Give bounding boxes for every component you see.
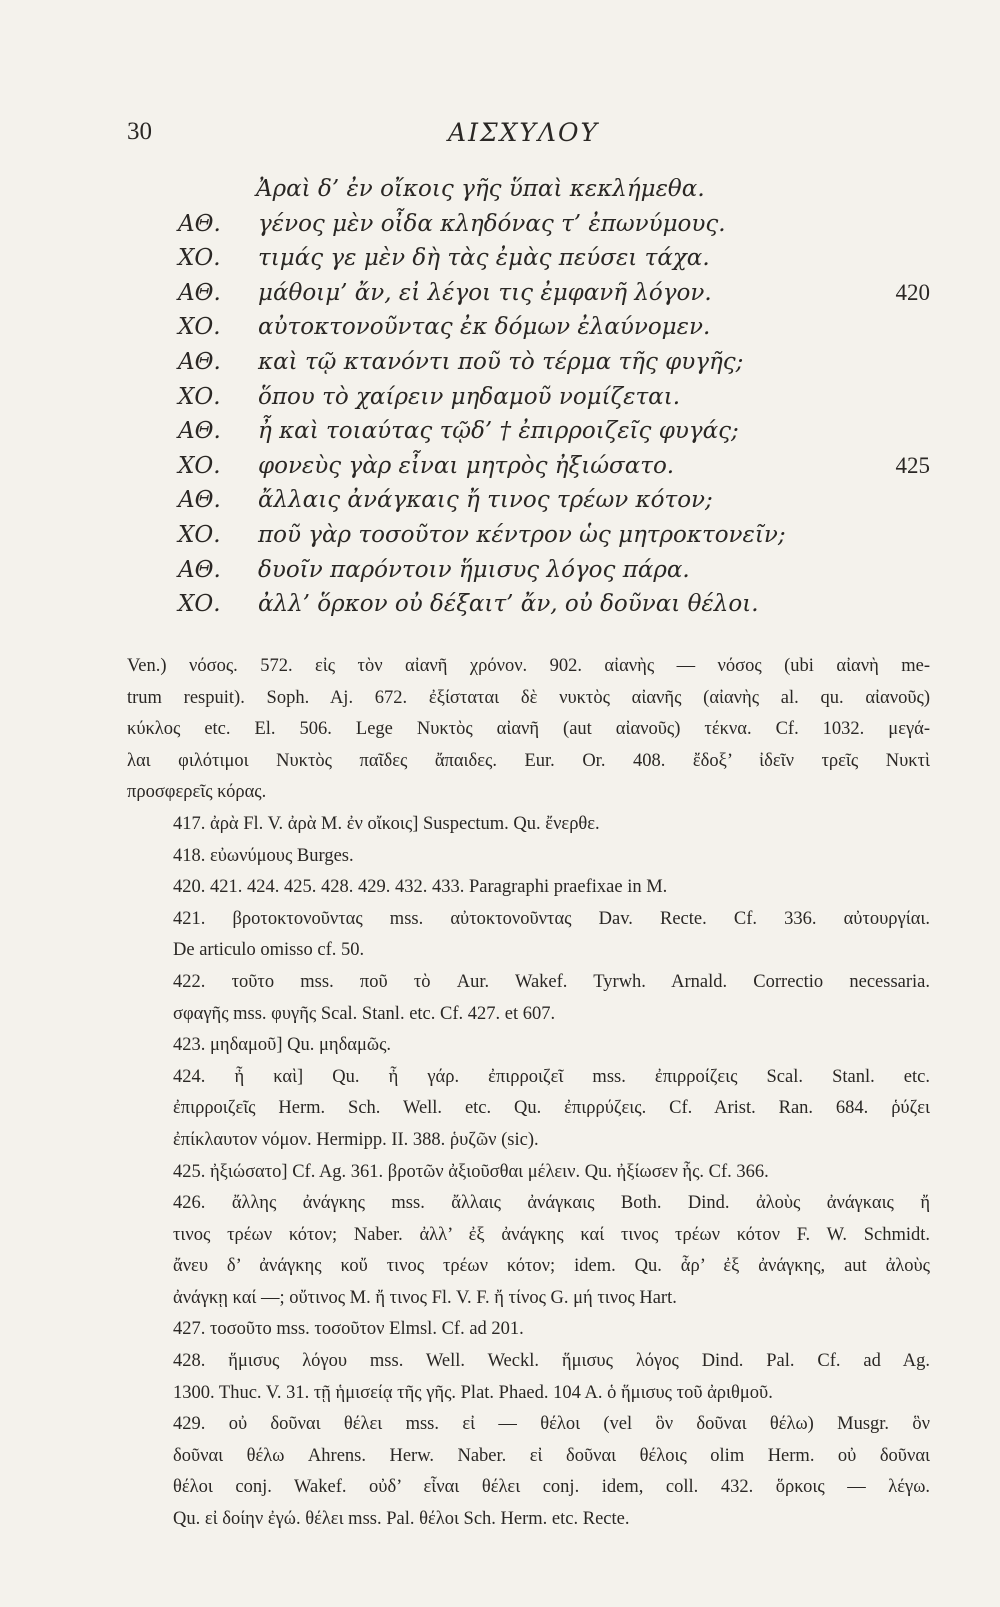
apparatus-note: [127, 1188, 930, 1314]
verse-line: [178, 310, 930, 345]
note-line: ἐπίκλαυτον νόμον. Hermipp. II. 388. ῥυζῶν (sic).: [173, 1129, 539, 1150]
apparatus-note: [127, 1409, 930, 1535]
verse-line: [178, 483, 930, 518]
speaker-label: ΧΟ.: [178, 521, 221, 548]
speaker-label: ΧΟ.: [178, 245, 221, 272]
note-line: 427. τοσοῦτο mss. τοσοῦτον Elmsl. Cf. ad 201.: [173, 1319, 524, 1340]
speaker-label: ΧΟ.: [178, 314, 221, 341]
verse-text: ἦ καὶ τοιαύτας τῷδ’ † ἐπιρροιζεῖς φυγάς;: [258, 418, 739, 445]
line-number: 420: [895, 279, 930, 305]
speaker-label: ΑΘ.: [178, 348, 221, 375]
note-line: 417. ἀρὰ Fl. V. ἀρὰ M. ἐν οἴκοις] Suspectum. Qu. ἔνερθε.: [173, 813, 600, 834]
verse-line: [178, 241, 930, 276]
apparatus-note: [127, 809, 930, 841]
speaker-label: ΑΘ.: [178, 556, 221, 583]
critical-apparatus: [127, 651, 930, 1536]
note-line: 421. βροτοκτονοῦντας mss. αὐτοκτονοῦντας Dav. Recte. Cf. 336. αὐτουργίαι.: [173, 908, 930, 929]
verse-text: ποῦ γὰρ τοσοῦτον κέντρον ὡς μητροκτονεῖν;: [258, 521, 786, 548]
verse-text: αὐτοκτονοῦντας ἐκ δόμων ἐλαύνομεν.: [258, 314, 711, 341]
note-line: 428. ἥμισυς λόγου mss. Well. Weckl. ἥμισυς λόγος Dind. Pal. Cf. ad Ag.: [173, 1351, 930, 1372]
verse-line: [178, 518, 930, 553]
apparatus-note: [127, 1314, 930, 1346]
note-line: 424. ἦ καὶ] Qu. ἦ γάρ. ἐπιρροιζεῖ mss. ἐπιρροίζεις Scal. Stanl. etc.: [173, 1066, 930, 1087]
apparatus-note: [127, 841, 930, 873]
verse-text: φονεὺς γὰρ εἶναι μητρὸς ἠξιώσατο.: [258, 452, 675, 479]
apparatus-note: [127, 1062, 930, 1157]
apparatus-note: [127, 967, 930, 1030]
note-line: λαι φιλότιμοι Νυκτὸς παῖδες ἄπαιδες. Eur. Or. 408. ἔδοξ’ ἰδεῖν τρεῖς Νυκτὶ: [127, 750, 930, 771]
note-line: ἄνευ δ’ ἀνάγκης κοὔ τινος τρέων κότον; idem. Qu. ἆρ’ ἐξ ἀνάγκης, aut ἀλοὺς: [173, 1256, 930, 1277]
verse-line: [178, 207, 930, 242]
verse-line: [178, 553, 930, 588]
note-line: 425. ἠξιώσατο] Cf. Ag. 361. βροτῶν ἀξιοῦσθαι μέλειν. Qu. ἠξίωσεν ἧς. Cf. 366.: [173, 1161, 769, 1182]
verse-block: [178, 172, 930, 622]
note-line: Ven.) νόσος. 572. εἰς τὸν αἰανῆ χρόνον. 902. αἰανὴς — νόσος (ubi αἰανὴ me-: [127, 656, 930, 676]
verse-line: [178, 345, 930, 380]
note-line: κύκλος etc. El. 506. Lege Νυκτὸς αἰανῆ (aut αἰανοῦς) τέκνα. Cf. 1032. μεγά-: [127, 719, 930, 740]
note-line: 418. εὐωνύμους Burges.: [173, 845, 354, 866]
verse-text: δυοῖν παρόντοιν ἥμισυς λόγος πάρα.: [258, 556, 690, 583]
verse-text: μάθοιμ’ ἄν, εἰ λέγοι τις ἐμφανῆ λόγον.: [258, 279, 712, 306]
note-line: ἀνάγκῃ καί —; οὔτινος M. ἤ τινος Fl. V. F. ἤ τίνος G. μή τινος Hart.: [173, 1287, 677, 1308]
verse-text: γένος μὲν οἶδα κληδόνας τ’ ἐπωνύμους.: [258, 210, 726, 237]
speaker-label: ΑΘ.: [178, 279, 221, 306]
speaker-label: ΑΘ.: [178, 210, 221, 237]
line-number: 425: [895, 452, 930, 478]
note-line: προσφερεῖς κόρας.: [127, 782, 267, 803]
apparatus-note: [127, 872, 930, 904]
verse-text: τιμάς γε μὲν δὴ τὰς ἐμὰς πεύσει τάχα.: [258, 245, 710, 272]
note-line: 422. τοῦτο mss. ποῦ τὸ Aur. Wakef. Tyrwh. Arnald. Correctio necessaria.: [173, 971, 930, 992]
page-number: 30: [127, 118, 152, 145]
apparatus-note: [127, 1030, 930, 1062]
verse-line: [178, 587, 930, 622]
note-line: σφαγῆς mss. φυγῆς Scal. Stanl. etc. Cf. 427. et 607.: [173, 1003, 556, 1024]
running-title: ΑΙΣΧΥΛΟΥ: [448, 118, 599, 147]
speaker-label: ΧΟ.: [178, 452, 221, 479]
note-line: δοῦναι θέλω Ahrens. Herw. Naber. εἰ δοῦναι θέλοις olim Herm. οὐ δοῦναι: [173, 1445, 930, 1466]
apparatus-note: [127, 904, 930, 967]
speaker-label: ΧΟ.: [178, 591, 221, 618]
running-header: [127, 118, 920, 152]
apparatus-note: [127, 651, 930, 809]
note-line: trum respuit). Soph. Aj. 672. ἐξίσταται δὲ νυκτὸς αἰανῆς (αἰανὴς al. qu. αἰανοῦς): [127, 687, 930, 708]
note-line: ἐπιρροιζεῖς Herm. Sch. Well. etc. Qu. ἐπιρρύζεις. Cf. Arist. Ran. 684. ῥύζει: [173, 1098, 930, 1119]
verse-line: [178, 449, 930, 484]
apparatus-note: [127, 1157, 930, 1189]
note-line: 1300. Thuc. V. 31. τῇ ἡμισείᾳ τῆς γῆς. Plat. Phaed. 104 A. ὁ ἥμισυς τοῦ ἀριθμοῦ.: [173, 1382, 773, 1403]
verse-line: [178, 414, 930, 449]
verse-text: ἀλλ’ ὅρκον οὐ δέξαιτ’ ἄν, οὐ δοῦναι θέλοι.: [258, 591, 759, 618]
note-line: De articulo omisso cf. 50.: [173, 940, 365, 961]
apparatus-note: [127, 1346, 930, 1409]
note-line: τινος τρέων κότον; Naber. ἀλλ’ ἐξ ἀνάγκης καί τινος τρέων κότον F. W. Schmidt.: [173, 1224, 930, 1245]
verse-text: ἄλλαις ἀνάγκαις ἤ τινος τρέων κότον;: [258, 487, 713, 514]
verse-line: [178, 172, 930, 207]
speaker-label: ΑΘ.: [178, 418, 221, 445]
verse-line: [178, 276, 930, 311]
note-line: Qu. εἰ δοίην ἐγώ. θέλει mss. Pal. θέλοι Sch. Herm. etc. Recte.: [173, 1509, 630, 1530]
note-line: θέλοι conj. Wakef. οὐδ’ εἶναι θέλει conj. idem, coll. 432. ὅρκοις — λέγω.: [173, 1477, 930, 1498]
note-line: 420. 421. 424. 425. 428. 429. 432. 433. Paragraphi praefixae in M.: [173, 877, 668, 898]
speaker-label: ΧΟ.: [178, 383, 221, 410]
speaker-label: ΑΘ.: [178, 487, 221, 514]
note-line: 429. οὐ δοῦναι θέλει mss. εἰ — θέλοι (vel ὃν δοῦναι θέλω) Musgr. ὃν: [173, 1414, 930, 1435]
note-line: 423. μηδαμοῦ] Qu. μηδαμῶς.: [173, 1035, 392, 1056]
verse-line: [178, 380, 930, 415]
verse-text: καὶ τῷ κτανόντι ποῦ τὸ τέρμα τῆς φυγῆς;: [258, 348, 744, 375]
note-line: 426. ἄλλης ἀνάγκης mss. ἄλλαις ἀνάγκαις Both. Dind. ἀλοὺς ἀνάγκαις ἤ: [173, 1193, 930, 1214]
verse-text: Ἀραὶ δ’ ἐν οἴκοις γῆς ὕπαὶ κεκλήμεθα.: [256, 176, 705, 202]
verse-text: ὅπου τὸ χαίρειν μηδαμοῦ νομίζεται.: [258, 383, 681, 410]
